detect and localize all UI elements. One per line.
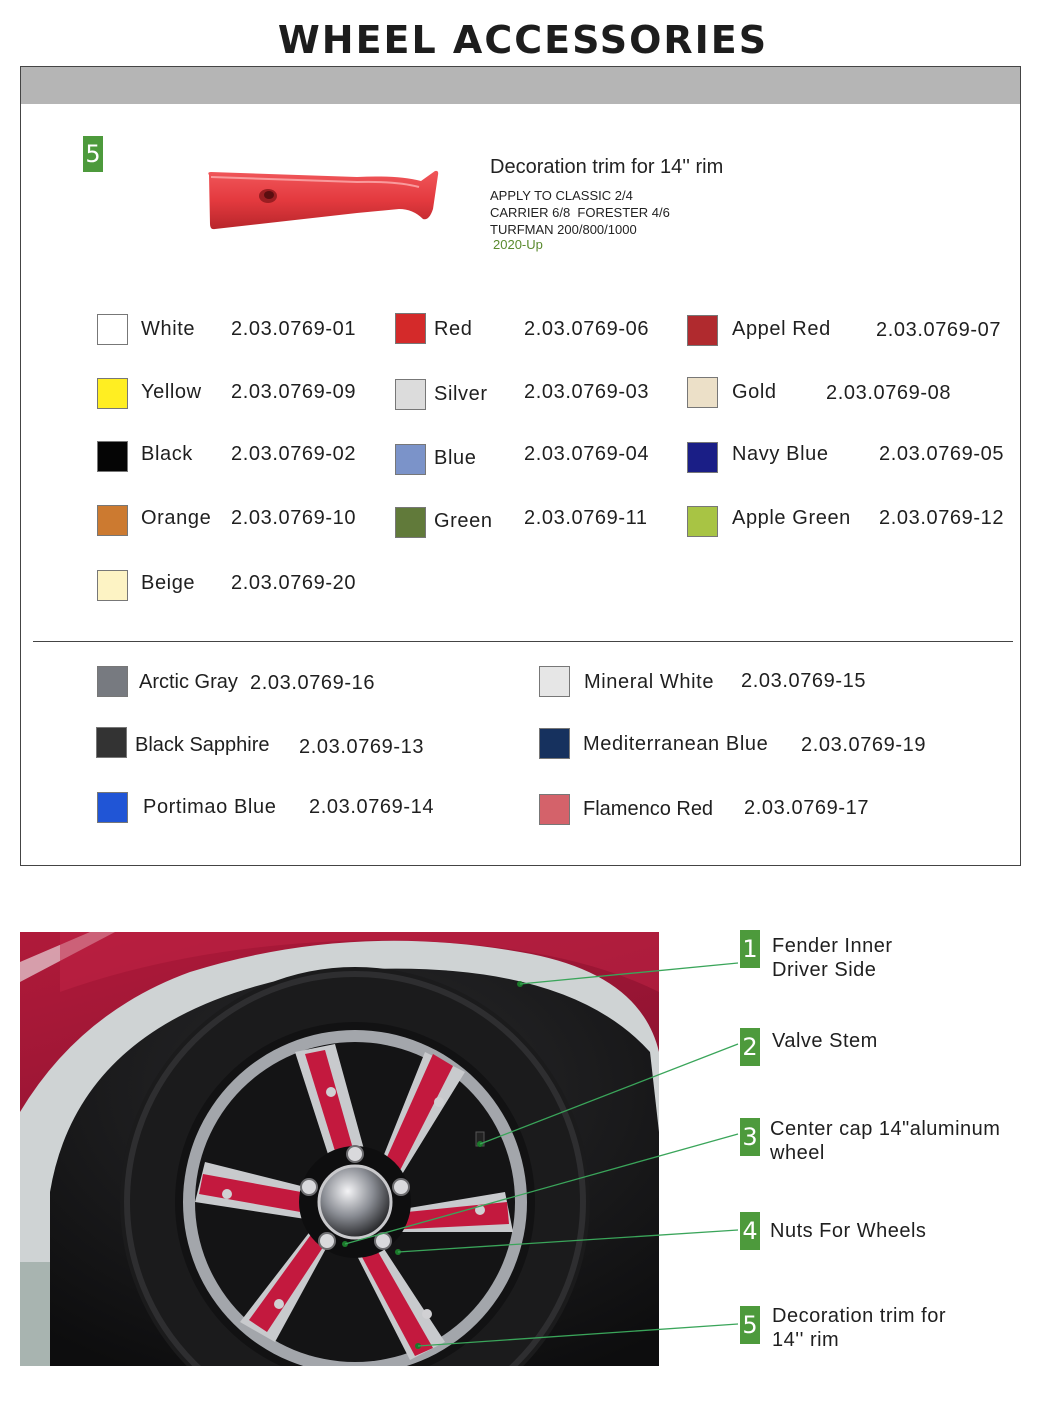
color-name: Black Sapphire: [135, 734, 270, 756]
model-year: 2020-Up: [493, 237, 543, 252]
color-name: Appel Red: [732, 318, 831, 340]
part-code: 2.03.0769-06: [524, 318, 650, 340]
part-code: 2.03.0769-01: [231, 318, 357, 340]
callout-badge-2: 2: [740, 1028, 760, 1066]
part-code: 2.03.0769-11: [524, 507, 648, 529]
color-name: Blue: [434, 447, 477, 469]
color-name: Navy Blue: [732, 443, 829, 465]
part-code: 2.03.0769-05: [879, 443, 1005, 465]
color-swatch-gold: [687, 377, 718, 408]
decoration-trim-image: [207, 169, 439, 235]
callout-badge-3: 3: [740, 1118, 760, 1156]
part-code: 2.03.0769-12: [879, 507, 1005, 529]
color-name: Portimao Blue: [143, 796, 277, 818]
product-name: Decoration trim for 14'' rim: [490, 156, 724, 178]
color-swatch-portimao-blue: [97, 792, 128, 823]
callout-label-4: Nuts For Wheels: [770, 1220, 927, 1242]
apply-line: CARRIER 6/8 FORESTER 4/6: [490, 205, 670, 220]
wheel-photo: [20, 932, 659, 1366]
callout-badge-5: 5: [740, 1306, 760, 1344]
part-code: 2.03.0769-09: [231, 381, 357, 403]
color-swatch-appel-red: [687, 315, 718, 346]
color-swatch-apple-green: [687, 506, 718, 537]
color-swatch-black: [97, 441, 128, 472]
color-name: Black: [141, 443, 193, 465]
callout-label-2: Valve Stem: [772, 1030, 878, 1052]
color-swatch-mineral-white: [539, 666, 570, 697]
color-swatch-black-sapphire: [96, 727, 127, 758]
apply-to-list: [490, 187, 670, 238]
page-title: WHEEL ACCESSORIES: [277, 18, 769, 62]
color-name: Flamenco Red: [583, 798, 714, 820]
color-name: Beige: [141, 572, 196, 594]
part-code: 2.03.0769-13: [299, 736, 425, 758]
part-code: 2.03.0769-14: [309, 796, 435, 818]
part-code: 2.03.0769-16: [250, 672, 376, 694]
callout-badge-1: 1: [740, 930, 760, 968]
color-name: Yellow: [141, 381, 202, 403]
color-swatch-orange: [97, 505, 128, 536]
color-name: Mineral White: [584, 671, 715, 693]
panel-header-bar: [21, 67, 1020, 104]
callout-label-1: Fender Inner Driver Side: [772, 935, 893, 981]
color-name: Gold: [732, 381, 777, 403]
color-name: Arctic Gray: [139, 671, 238, 693]
color-swatch-arctic-gray: [97, 666, 128, 697]
part-code: 2.03.0769-03: [524, 381, 650, 403]
color-swatch-silver: [395, 379, 426, 410]
callout-badge-4: 4: [740, 1212, 760, 1250]
color-name: Green: [434, 510, 493, 532]
apply-line: APPLY TO CLASSIC 2/4: [490, 188, 633, 203]
callout-label-5: Decoration trim for 14'' rim: [772, 1305, 946, 1351]
color-swatch-green: [395, 507, 426, 538]
color-swatch-white: [97, 314, 128, 345]
color-swatch-blue: [395, 444, 426, 475]
callout-label-3: Center cap 14"aluminum wheel: [770, 1118, 1001, 1164]
part-code: 2.03.0769-20: [231, 572, 357, 594]
color-name: White: [141, 318, 196, 340]
color-name: Apple Green: [732, 507, 851, 529]
color-name: Red: [434, 318, 473, 340]
color-name: Mediterranean Blue: [583, 733, 769, 755]
item-number-badge: 5: [83, 136, 103, 172]
part-code: 2.03.0769-07: [876, 319, 1002, 341]
part-code: 2.03.0769-10: [231, 507, 357, 529]
color-swatch-flamenco-red: [539, 794, 570, 825]
part-code: 2.03.0769-08: [826, 382, 952, 404]
apply-line: TURFMAN 200/800/1000: [490, 222, 637, 237]
part-code: 2.03.0769-15: [741, 670, 867, 692]
part-code: 2.03.0769-19: [801, 734, 927, 756]
product-panel: [20, 66, 1021, 866]
color-swatch-mediterranean-blue: [539, 728, 570, 759]
part-code: 2.03.0769-04: [524, 443, 650, 465]
section-divider: [33, 641, 1013, 642]
color-name: Orange: [141, 507, 212, 529]
part-code: 2.03.0769-17: [744, 797, 870, 819]
color-swatch-red: [395, 313, 426, 344]
part-code: 2.03.0769-02: [231, 443, 357, 465]
color-swatch-yellow: [97, 378, 128, 409]
color-swatch-beige: [97, 570, 128, 601]
color-name: Silver: [434, 383, 488, 405]
color-swatch-navy-blue: [687, 442, 718, 473]
